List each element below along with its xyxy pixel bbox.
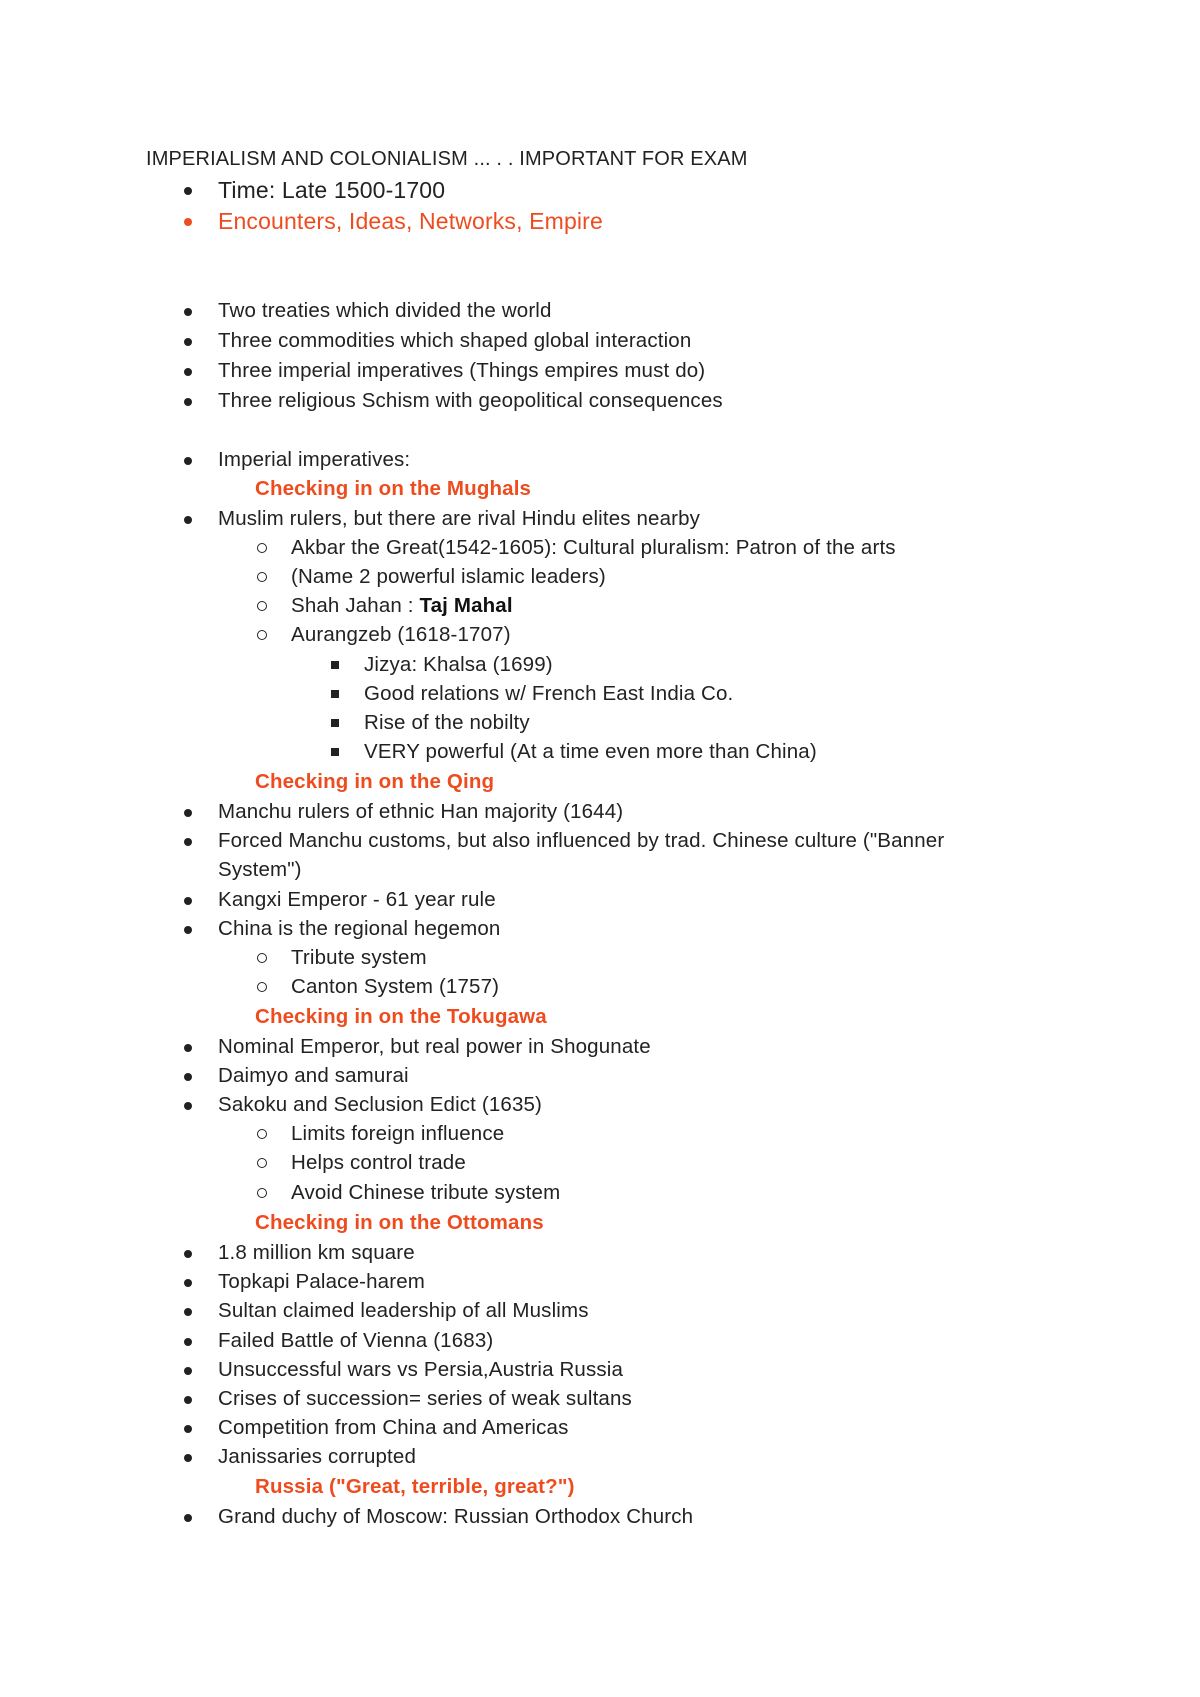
square-bullet-icon — [331, 690, 339, 698]
bullet-icon — [184, 926, 192, 934]
bullet-icon — [184, 308, 192, 316]
bullet-icon — [184, 1279, 192, 1287]
bullet-icon — [184, 187, 192, 195]
bullet-icon — [184, 218, 192, 226]
document-page: IMPERIALISM AND COLONIALISM ... . . IMPORTANT FOR EXAM Time: Late 1500-1700 Encounters, Ideas, Networks, Empire Two treaties which divided the world Three commodities which shaped global interaction Three imperial imperatives (Things empires must do) Three religious Schism with geopolitical consequences Imperial imperatives: Checking in on the Mughals Muslim rulers, but there are rival Hindu elites nearby Akbar the Great(1542-1605): Cultural pluralism: Patron of the arts (Name 2 powerful islamic leaders) Shah Jahan : Taj Mahal Aurangzeb (1618-1707) Jizya: Khalsa (1699) Good relations w/ French East India Co. Rise of the nobilty VERY powerful (At a time even more than China) Checking in on the Qing Manchu rulers of ethnic Han majority (1644) Forced Manchu customs, but also influenced by trad. Chinese culture ("Banner System") Kangxi Emperor - 61 year rule China is the regional hegemon Tribute system Canton System (1757) Checking in on the Tokugawa Nominal Emperor, but real power in Shogunate Daimyo and samurai Sakoku and Seclusion Edict (1635) Limits foreign influence Helps control trade Avoid Chinese tribute system Checking in on the Ottomans 1.8 million km square Topkapi Palace-harem Sultan claimed leadership of all Muslims Failed Battle of Vienna (1683) Unsuccessful wars vs Persia,Austria Russia Crises of succession= series of weak sultans Competition from China and Americas Janissaries corrupted Russia ("Great, terrible, great?") Grand duchy of Moscow: Russian Orthodox Church — [146, 148, 945, 1528]
square-bullet-icon — [331, 661, 339, 669]
square-bullet-icon — [331, 748, 339, 756]
bullet-icon — [184, 1250, 192, 1258]
bullet-icon — [184, 897, 192, 905]
circle-bullet-icon — [257, 1158, 267, 1168]
bullet-icon — [184, 1308, 192, 1316]
square-bullet-icon — [331, 719, 339, 727]
emphasis-taj-mahal: Taj Mahal — [419, 594, 513, 617]
bullet-icon — [184, 1396, 192, 1404]
circle-bullet-icon — [257, 572, 267, 582]
circle-bullet-icon — [257, 953, 267, 963]
bullet-icon — [184, 1102, 192, 1110]
bullet-icon — [184, 516, 192, 524]
bullet-icon — [184, 457, 192, 465]
bullet-icon — [184, 398, 192, 406]
bullet-icon — [184, 838, 192, 846]
bullet-icon — [184, 368, 192, 376]
circle-bullet-icon — [257, 982, 267, 992]
circle-bullet-icon — [257, 630, 267, 640]
bullet-icon — [184, 809, 192, 817]
document-title: IMPERIALISM AND COLONIALISM ... . . IMPORTANT FOR EXAM — [146, 148, 748, 170]
bullet-icon — [184, 1044, 192, 1052]
bullet-icon — [184, 1425, 192, 1433]
circle-bullet-icon — [257, 1188, 267, 1198]
bullet-icon — [184, 1367, 192, 1375]
bullet-icon — [184, 338, 192, 346]
circle-bullet-icon — [257, 601, 267, 611]
bullet-icon — [184, 1338, 192, 1346]
bullet-icon — [184, 1073, 192, 1081]
circle-bullet-icon — [257, 1129, 267, 1139]
circle-bullet-icon — [257, 543, 267, 553]
bullet-icon — [184, 1514, 192, 1522]
bullet-icon — [184, 1454, 192, 1462]
